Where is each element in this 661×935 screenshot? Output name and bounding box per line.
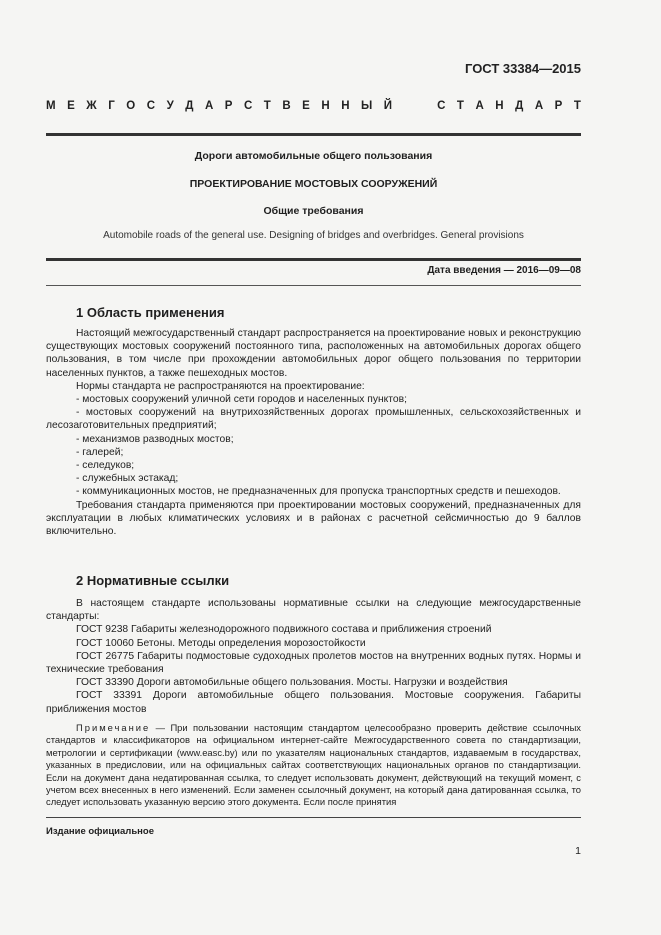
list-item: - мостовых сооружений уличной сети городов и населенных пунктов; [76, 394, 407, 406]
heading-letter: В [282, 100, 291, 112]
title-main: ПРОЕКТИРОВАНИЕ МОСТОВЫХ СООРУЖЕНИЙ [189, 178, 438, 190]
list-item: - селедуков; [76, 460, 135, 472]
list-item: - коммуникационных мостов, не предназначенных для пропуска транспортных средств и пешеходов. [76, 486, 561, 498]
heading-letter: Д [185, 100, 194, 112]
list-item: - механизмов разводных мостов; [76, 433, 234, 445]
note-label: Примечание [76, 722, 151, 733]
paragraph: Требования стандарта применяются при проектировании мостовых сооружений, предназначенных для эксплуатации в любых климатических условиях и в районах с расчетной сейсмичностью до 9 баллов включительно. [46, 499, 581, 538]
paragraph: Настоящий межгосударственный стандарт распространяется на проектирование новых и реконструкцию существующих мостовых сооружений постоянного типа, расположенных на автомобильных дорогах общего пользования, в том числе при прохождении автомобильных дорог общего пользования по территории населенных пунктов, а также пешеходных мостов. [46, 328, 581, 379]
list-item: - мостовых сооружений на внутрихозяйственных дорогах промышленных, сельскохозяйственных и лесозаготовительных предприятий; [46, 407, 581, 432]
heading-letter: Р [224, 100, 233, 112]
heading-letter: А [534, 100, 544, 112]
list-item: - служебных эстакад; [76, 473, 179, 485]
section-1-body [46, 327, 581, 538]
note [46, 722, 581, 809]
heading-letter: Ы [361, 100, 373, 112]
heading-letter: Г [108, 100, 115, 112]
list-item: - галерей; [76, 446, 124, 458]
heading-letter: Т [263, 100, 271, 112]
page-number: 1 [575, 845, 581, 857]
section-2-body [46, 597, 581, 716]
heading-letter: С [146, 100, 156, 112]
heading-letter: Т [573, 100, 581, 112]
section-2-heading: 2 Нормативные ссылки [76, 573, 230, 588]
heading-letter: Н [321, 100, 330, 112]
reference-item: ГОСТ 33390 Дороги автомобильные общего пользования. Мосты. Нагрузки и воздействия [76, 677, 508, 689]
top-rule [46, 133, 581, 136]
reference-item: ГОСТ 26775 Габариты подмостовые судоходных пролетов мостов на внутренних водных путях. Нормы и технические требования [46, 650, 581, 676]
official-edition: Издание официальное [46, 826, 154, 837]
paragraph: В настоящем стандарте использованы нормативные ссылки на следующие межгосударственные стандарты: [46, 598, 581, 623]
heading-letter: Е [302, 100, 310, 112]
heading-letter: Й [383, 100, 393, 112]
heading-letter: А [475, 100, 484, 112]
heading-letter: Ж [86, 100, 97, 112]
reference-item: ГОСТ 33391 Дороги автомобильные общего пользования. Мостовые сооружения. Габариты приближения мостов [46, 690, 581, 715]
date-rule [46, 285, 581, 286]
heading-letter: Н [495, 100, 504, 112]
word-gap [404, 100, 426, 112]
heading-letter: М [46, 100, 56, 112]
heading-letter: А [204, 100, 214, 112]
introduction-date: Дата введения — 2016—09—08 [427, 265, 581, 276]
gost-code: ГОСТ 33384—2015 [465, 61, 581, 76]
heading-letter: Н [341, 100, 350, 112]
title-english: Automobile roads of the general use. Designing of bridges and overbridges. General provisions [103, 230, 524, 241]
section-1-heading: 1 Область применения [76, 305, 225, 320]
heading-letter: У [166, 100, 174, 112]
heading-letter: Т [456, 100, 464, 112]
heading-letter: О [126, 100, 136, 112]
paragraph: Нормы стандарта не распространяются на проектирование: [76, 380, 365, 392]
reference-item: ГОСТ 10060 Бетоны. Методы определения морозостойкости [76, 637, 366, 649]
heading-letter: Е [67, 100, 75, 112]
heading-letter: С [243, 100, 253, 112]
title-rule [46, 258, 581, 261]
title-general: Общие требования [263, 205, 364, 217]
heading-letter: С [437, 100, 446, 112]
footer-rule [46, 817, 581, 818]
heading-letter: Р [554, 100, 563, 112]
interstate-standard-heading [46, 100, 581, 112]
note-text: — При пользовании настоящим стандартом целесообразно проверить действие ссылочных стандартов и классификаторов на официальном интернет-сайте Межгосударственного совета по стандартизации, метрологии и сертификации (www.easc.by) или по указателям национальных стандартов, издаваемым в государствах, указанных в предисловии, или на официальных сайтах соответствующих национальных органов по стандартизации. Если на документ дана недатированная ссылка, то следует использовать документ, действующий на текущий момент, с учетом всех внесенных в него изменений. Если заменен ссылочный документ, на который дана датированная ссылка, то следует использовать указанную версию этого документа. Если после принятия [46, 722, 581, 808]
heading-letter: Д [515, 100, 524, 112]
title-roads: Дороги автомобильные общего пользования [194, 150, 433, 162]
reference-item: ГОСТ 9238 Габариты железнодорожного подвижного состава и приближения строений [76, 624, 492, 636]
